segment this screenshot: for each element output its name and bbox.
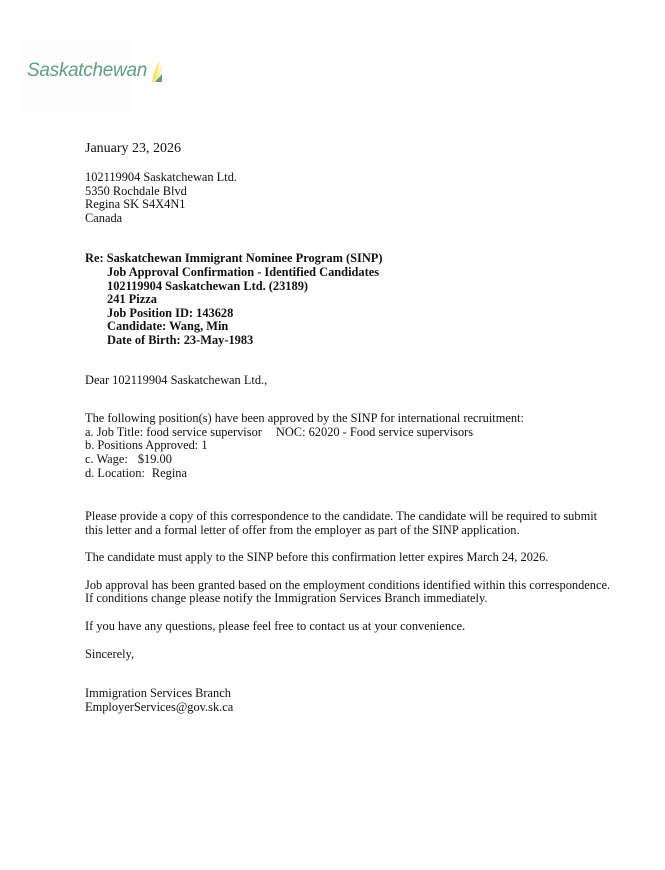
letter-body xyxy=(85,141,615,714)
recipient-street: 5350 Rochdale Blvd xyxy=(85,183,187,198)
re-company: 102119904 Saskatchewan Ltd. (23189) xyxy=(107,278,309,293)
positions-intro: The following position(s) have been approved by the SINP for international recruitment: xyxy=(85,411,524,426)
letter-date: January 23, 2026 xyxy=(85,141,182,156)
re-program: Saskatchewan Immigrant Nominee Program (SINP) xyxy=(106,251,383,266)
signature-branch: Immigration Services Branch xyxy=(85,686,231,701)
paragraph-copy-instructions: Please provide a copy of this correspondence to the candidate. The candidate will be required to submit this letter and a formal letter of offer from the employer as part of the SINP application. xyxy=(85,509,598,537)
position-item-b: b. Positions Approved: 1 xyxy=(85,438,208,453)
wage-label: c. Wage: xyxy=(85,451,128,466)
re-title: Job Approval Confirmation - Identified Candidates xyxy=(107,264,380,279)
recipient-address xyxy=(85,171,615,225)
logo-text: Saskatchewan xyxy=(27,60,147,81)
saskatchewan-logo xyxy=(27,60,163,80)
salutation: Dear 102119904 Saskatchewan Ltd., xyxy=(85,372,268,387)
wheat-sheaf-icon xyxy=(149,60,163,84)
recipient-name: 102119904 Saskatchewan Ltd. xyxy=(85,170,237,184)
job-title: a. Job Title: food service supervisor xyxy=(85,424,262,439)
re-prefix: Re: xyxy=(85,251,104,266)
position-item-d xyxy=(85,467,615,481)
paragraph-conditions: Job approval has been granted based on the employment conditions identified within this correspondence. If conditions change please notify the Immigration Services Branch immediately. xyxy=(85,577,611,606)
closing: Sincerely, xyxy=(85,646,135,661)
position-item-c xyxy=(85,453,615,467)
re-dob: Date of Birth: 23-May-1983 xyxy=(107,332,254,347)
re-candidate: Candidate: Wang, Min xyxy=(107,319,229,334)
signature-email[interactable]: EmployerServices@gov.sk.ca xyxy=(85,699,234,714)
wage-value: $19.00 xyxy=(137,451,172,466)
location-label: d. Location: xyxy=(85,465,145,480)
recipient-city: Regina SK S4X4N1 xyxy=(85,197,186,212)
signature-block xyxy=(85,687,615,714)
noc-code: NOC: 62020 - Food service supervisors xyxy=(275,424,474,439)
positions-block xyxy=(85,412,615,480)
position-item-a xyxy=(85,426,615,440)
re-position-id: Job Position ID: 143628 xyxy=(107,305,234,320)
recipient-country: Canada xyxy=(85,210,123,225)
subject-block xyxy=(85,252,615,347)
paragraph-expiry: The candidate must apply to the SINP before this confirmation letter expires March 24, 2026. xyxy=(85,550,549,565)
paragraph-questions: If you have any questions, please feel free to contact us at your convenience. xyxy=(85,619,466,634)
location-value: Regina xyxy=(151,465,187,480)
re-business: 241 Pizza xyxy=(107,292,157,307)
